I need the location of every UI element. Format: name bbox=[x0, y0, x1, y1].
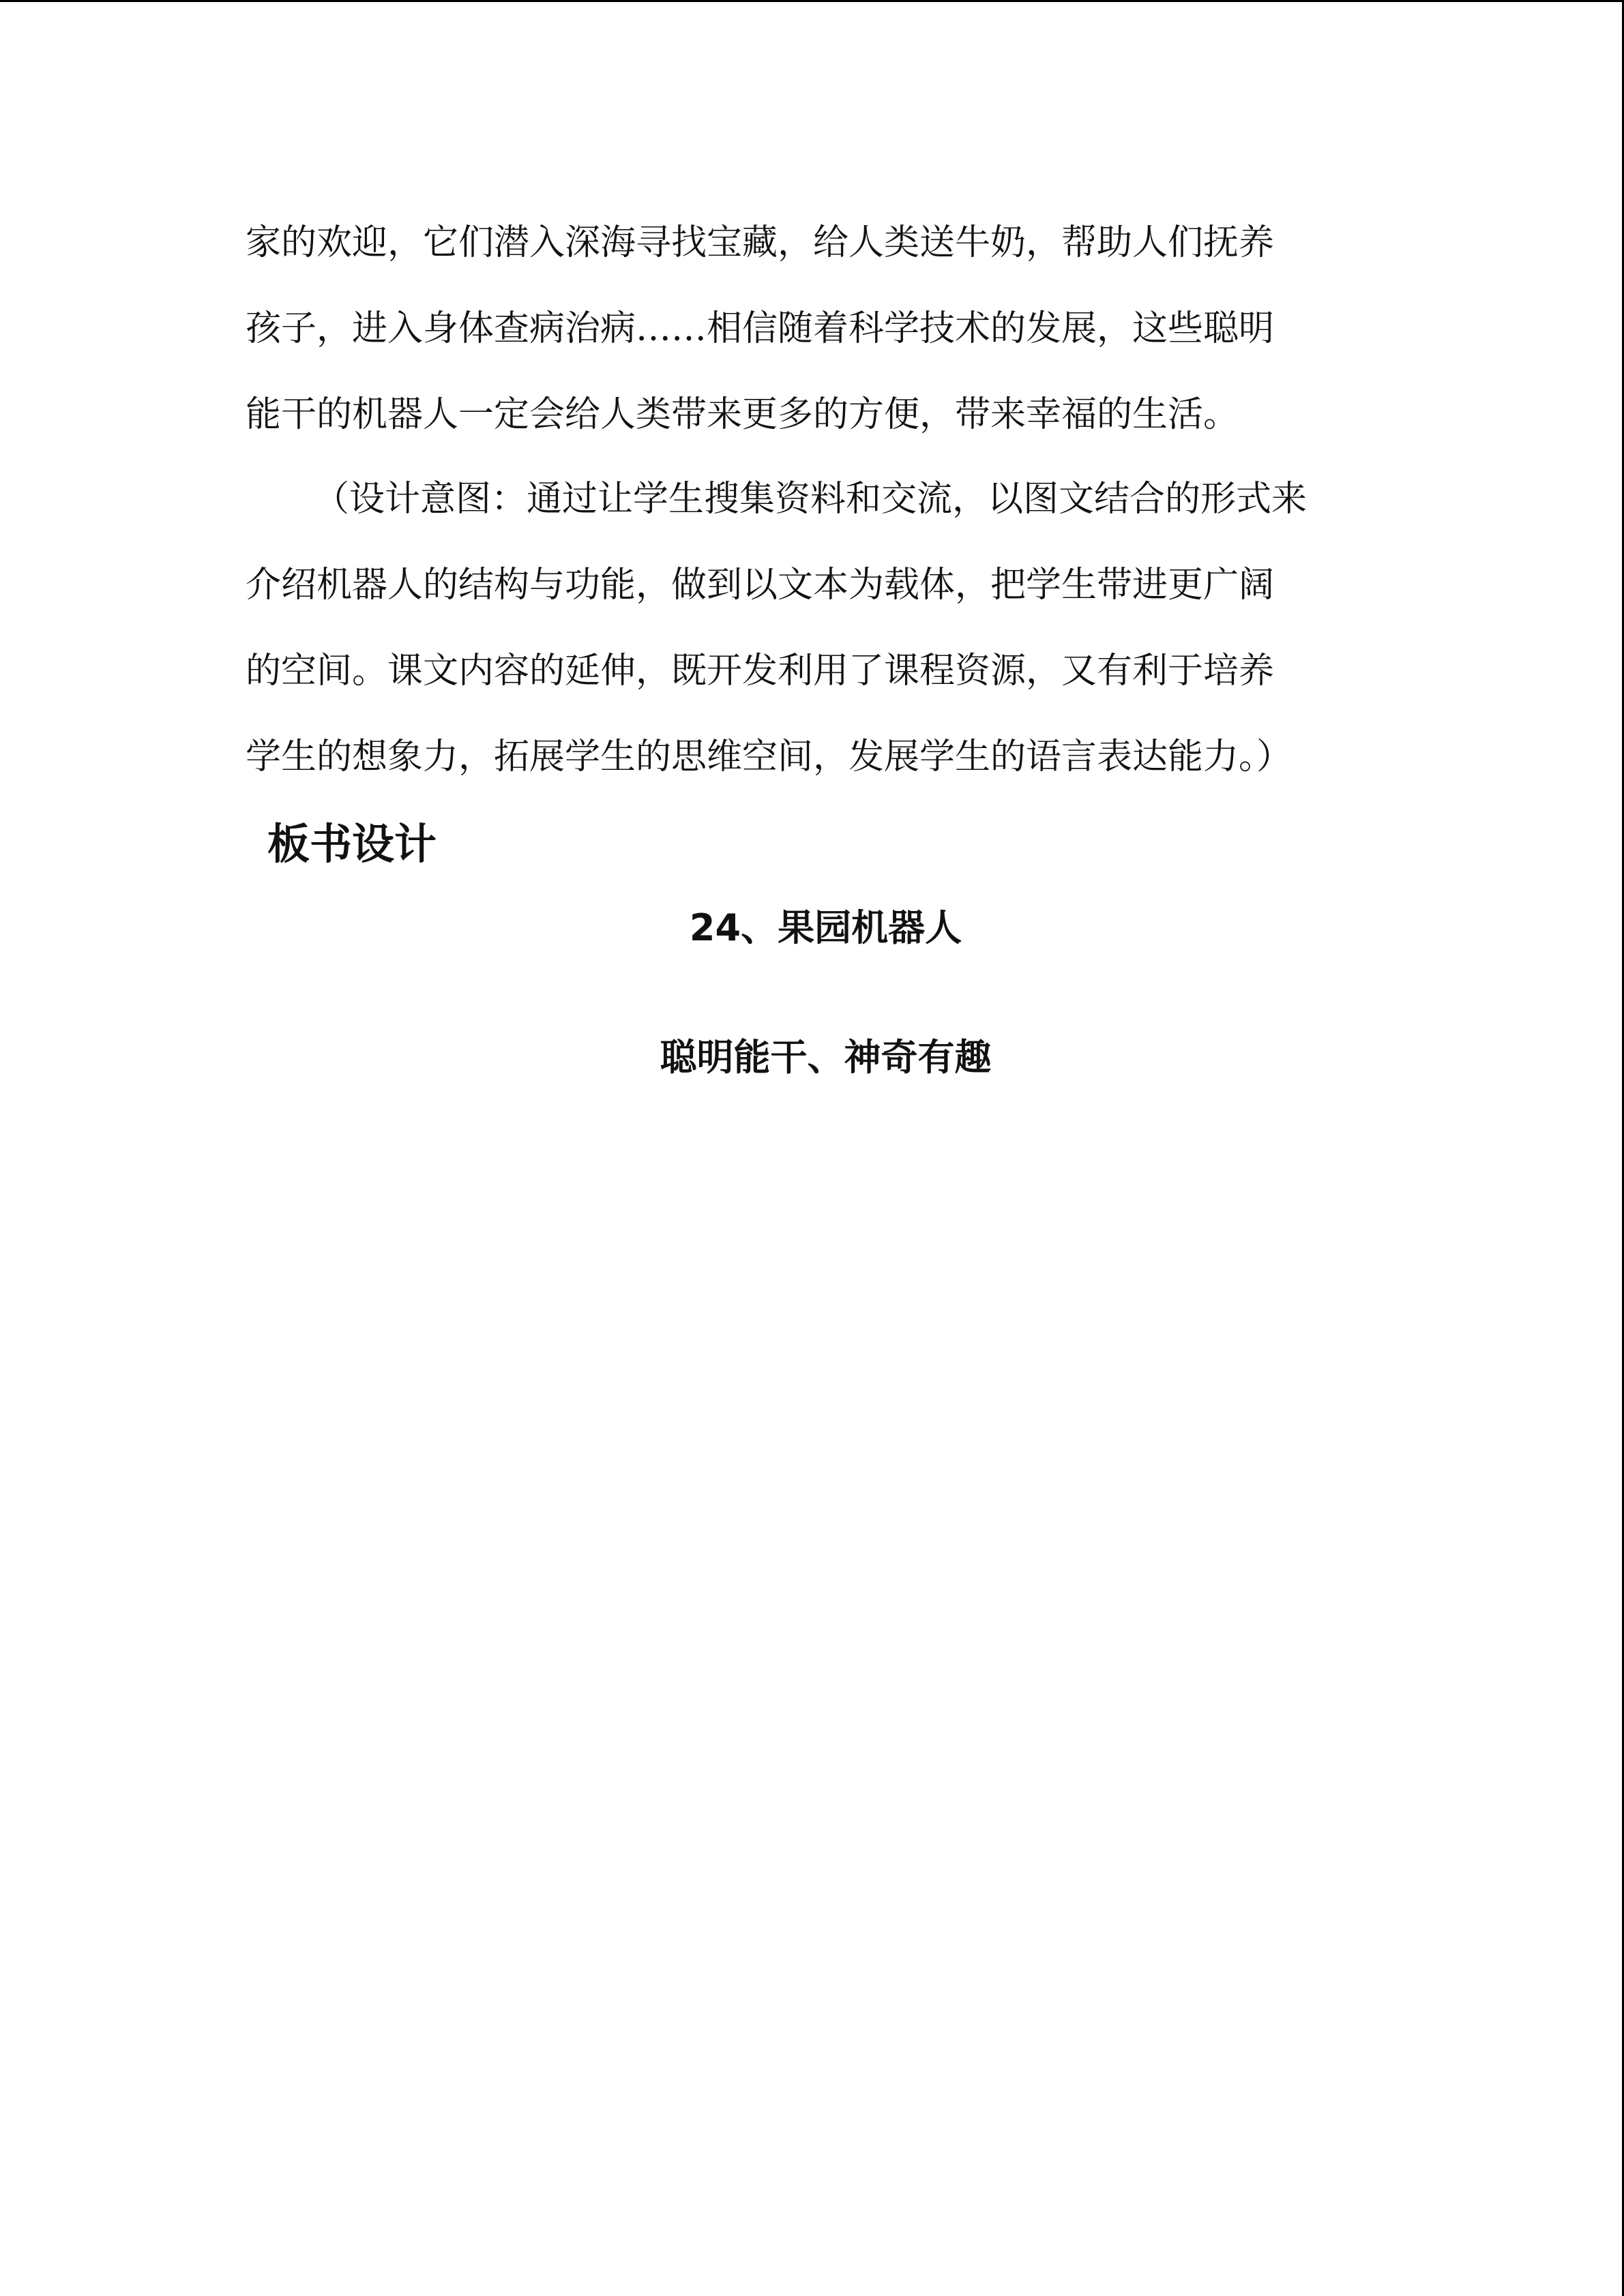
body-paragraph-1 bbox=[246, 200, 1391, 458]
board-subtitle: 聪明能干、神奇有趣 bbox=[660, 1036, 992, 1079]
text-line: 家的欢迎，它们潜入深海寻找宝藏，给人类送牛奶，帮助人们抚养 bbox=[246, 222, 1275, 263]
design-intent-paragraph bbox=[246, 456, 1391, 800]
text-line: 学生的想象力，拓展学生的思维空间，发展学生的语言表达能力。） bbox=[246, 736, 1293, 777]
text-line: 孩子，进入身体查病治病……相信随着科学技术的发展，这些聪明 bbox=[246, 308, 1275, 349]
text-line: 的空间。课文内容的延伸，既开发利用了课程资源，又有利于培养 bbox=[246, 651, 1275, 691]
text-line: 能干的机器人一定会给人类带来更多的方便，带来幸福的生活。 bbox=[246, 394, 1239, 435]
board-title: 24、果园机器人 bbox=[689, 906, 962, 949]
section-heading: 板书设计 bbox=[267, 819, 437, 869]
text-line: 介绍机器人的结构与功能，做到以文本为载体，把学生带进更广阔 bbox=[246, 565, 1275, 606]
text-line: （设计意图：通过让学生搜集资料和交流，以图文结合的形式来 bbox=[314, 479, 1308, 520]
